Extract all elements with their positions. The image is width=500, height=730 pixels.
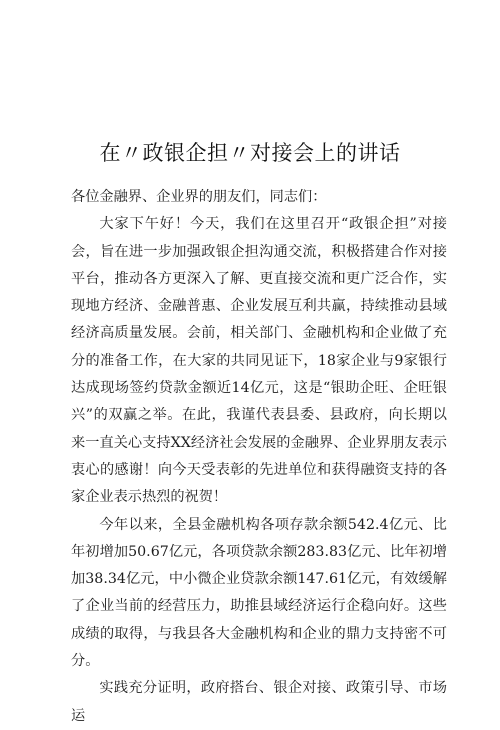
paragraph-opening: 大家下午好！今天，我们在这里召开“政银企担”对接会，旨在进一步加强政银企担沟通交流，积极搭建合作对接平台，推动各方更深入了解、更直接交流和更广泛合作，实现地方经济、金融普惠、企业发展互利共赢，持续推动县域经济高质量发展。会前，相关部门、金融机构和企业做了充分的准备工作，在大家的共同见证下，18家企业与9家银行达成现场签约贷款金额近14亿元，这是“银助企旺、企旺银兴”的双赢之举。在此，我谨代表县委、县政府，向长期以来一直关心支持XX经济社会发展的金融界、企业界朋友表示衷心的感谢！向今天受表彰的先进单位和获得融资支持的各家企业表示热烈的祝贺！ — [71, 216, 447, 506]
document-title: 在〃政银企担〃对接会上的讲话 — [99, 141, 401, 165]
paragraph-practice: 实践充分证明，政府搭台、银企对接、政策引导、市场运 — [71, 680, 447, 724]
document-body — [71, 184, 447, 730]
paragraph-achievements: 今年以来，全县金融机构各项存款余额542.4亿元、比年初增加50.67亿元，各项贷款余额283.83亿元、比年初增加38.34亿元，中小微企业贷款余额147.61亿元，有效缓解了企业当前的经营压力，助推县域经济运行企稳向好。这些成绩的取得，与我县各大金融机构和企业的鼎力支持密不可分。 — [71, 516, 447, 670]
salutation: 各位金融界、企业界的朋友们，同志们： — [71, 189, 327, 205]
